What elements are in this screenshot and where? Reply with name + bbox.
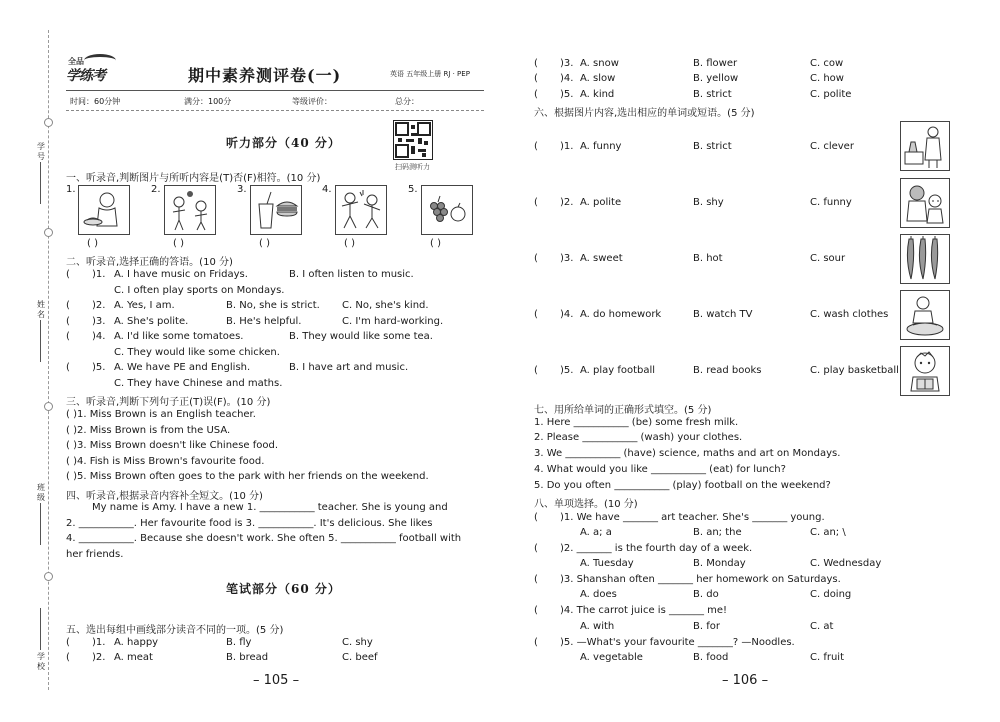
header-rule	[66, 90, 484, 91]
pic-num-3: 3.	[237, 184, 247, 195]
option-b: B. an; the	[693, 527, 742, 538]
fill-blank-line[interactable]: 4. What would you like ___________ (eat) for lunch?	[534, 464, 786, 475]
option-c: C. I often play sports on Mondays.	[114, 285, 285, 296]
option-c: C. beef	[342, 652, 378, 663]
question-number: )4.	[560, 73, 574, 84]
answer-paren[interactable]: (	[534, 309, 538, 320]
option-b: B. shy	[693, 197, 724, 208]
option-a: A. Tuesday	[580, 558, 634, 569]
answer-paren[interactable]: (	[534, 574, 538, 585]
option-a: A. We have PE and English.	[114, 362, 251, 373]
mcq-question: )3. Shanshan often _______ her homework on Saturdays.	[560, 574, 841, 585]
margin-write-line	[40, 162, 41, 204]
option-c: C. No, she's kind.	[342, 300, 429, 311]
scientist-icon	[900, 121, 950, 171]
boy-eating-icon	[78, 185, 130, 235]
question-number: )2.	[92, 300, 106, 311]
option-c: C. fruit	[810, 652, 845, 663]
mcq-question: )5. —What's your favourite _______? —Noodles.	[560, 637, 795, 648]
brand-logo: 全品 学练考	[66, 56, 118, 86]
kids-dancing-icon	[335, 185, 387, 235]
margin-write-line	[40, 503, 41, 545]
option-a: A. does	[580, 589, 617, 600]
score-label: 满分：100分	[184, 97, 232, 106]
punch-hole	[44, 118, 53, 127]
option-b: B. strict	[693, 141, 732, 152]
question-number: )3.	[92, 316, 106, 327]
tf-item[interactable]: ( )3. Miss Brown doesn't like Chinese food.	[66, 440, 279, 451]
option-b: B. He's helpful.	[226, 316, 302, 327]
pic-num-1: 1.	[66, 184, 76, 195]
part8-heading: 八、单项选择。(10 分)	[534, 499, 638, 510]
part4-heading: 四、听录音,根据录音内容补全短文。(10 分)	[66, 491, 263, 502]
shy-girl-icon	[900, 178, 950, 228]
binding-margin	[0, 0, 50, 722]
option-b: B. Monday	[693, 558, 746, 569]
option-c: C. cow	[810, 58, 844, 69]
fill-blank-line[interactable]: 5. Do you often ___________ (play) football on the weekend?	[534, 480, 831, 491]
margin-label-school: 学校	[37, 652, 45, 671]
option-b: B. fly	[226, 637, 252, 648]
fill-blank-line[interactable]: 1. Here ___________ (be) some fresh milk.	[534, 417, 739, 428]
option-a: A. sweet	[580, 253, 623, 264]
margin-label-class: 班级	[37, 483, 45, 502]
drink-and-burger-icon	[250, 185, 302, 235]
fill-blank-line[interactable]: 2. Please ___________ (wash) your clothes.	[534, 432, 743, 443]
option-a: A. do homework	[580, 309, 662, 320]
question-number: )1.	[92, 637, 106, 648]
answer-paren[interactable]: (	[534, 58, 538, 69]
passage-line[interactable]: 4. ___________. Because she doesn't work. She often 5. ___________ football with	[66, 533, 462, 544]
option-a: A. I'd like some tomatoes.	[114, 331, 244, 342]
answer-paren[interactable]: (	[66, 637, 70, 648]
option-b: B. for	[693, 621, 720, 632]
written-title: 笔试部分（60 分）	[226, 582, 341, 596]
pic-answer-box[interactable]: ( )	[430, 238, 441, 249]
option-a: A. She's polite.	[114, 316, 189, 327]
passage-line[interactable]: My name is Amy. I have a new 1. ___________ teacher. She is young and	[92, 502, 448, 513]
option-c: C. play basketball	[810, 365, 899, 376]
chili-peppers-icon	[900, 234, 950, 284]
answer-paren[interactable]: (	[66, 652, 70, 663]
option-a: A. with	[580, 621, 615, 632]
option-c: C. I'm hard-working.	[342, 316, 444, 327]
tf-item[interactable]: ( )5. Miss Brown often goes to the park with her friends on the weekend.	[66, 471, 429, 482]
punch-hole	[44, 402, 53, 411]
question-number: )5.	[560, 89, 574, 100]
option-b: B. hot	[693, 253, 723, 264]
mcq-question: )1. We have _______ art teacher. She's _______ young.	[560, 512, 825, 523]
option-b: B. bread	[226, 652, 269, 663]
answer-paren[interactable]: (	[534, 141, 538, 152]
passage-line[interactable]: 2. ___________. Her favourite food is 3. ___________. It's delicious. She likes	[66, 518, 433, 529]
option-b: B. watch TV	[693, 309, 753, 320]
book-meta: 英语 五年级上册 RJ · PEP	[390, 70, 470, 78]
tf-item[interactable]: ( )1. Miss Brown is an English teacher.	[66, 409, 256, 420]
option-c: C. They would like some chicken.	[114, 347, 280, 358]
option-c: C. doing	[810, 589, 852, 600]
qr-code-icon[interactable]	[393, 120, 433, 160]
question-number: )4.	[92, 331, 106, 342]
option-b: B. I often listen to music.	[289, 269, 414, 280]
reading-boy-icon	[900, 346, 950, 396]
answer-paren[interactable]: (	[66, 316, 70, 327]
option-c: C. sour	[810, 253, 846, 264]
option-a: A. vegetable	[580, 652, 643, 663]
option-c: C. polite	[810, 89, 852, 100]
option-c: C. at	[810, 621, 834, 632]
total-label: 总分：	[395, 97, 419, 106]
option-b: B. I have art and music.	[289, 362, 409, 373]
margin-write-line	[40, 320, 41, 362]
option-c: C. funny	[810, 197, 852, 208]
grade-label: 等级评价：	[292, 97, 332, 106]
answer-paren[interactable]: (	[534, 543, 538, 554]
pic-num-4: 4.	[322, 184, 332, 195]
listening-title: 听力部分（40 分）	[226, 136, 341, 150]
cut-line	[48, 30, 49, 690]
answer-paren[interactable]: (	[534, 197, 538, 208]
part6-heading: 六、根据图片内容,选出相应的单词或短语。(5 分)	[534, 108, 755, 119]
margin-write-line	[40, 608, 41, 650]
punch-hole	[44, 572, 53, 581]
option-c: C. how	[810, 73, 844, 84]
question-number: )3.	[560, 58, 574, 69]
margin-label-name: 姓名	[37, 300, 45, 319]
option-a: A. polite	[580, 197, 622, 208]
question-number: )2.	[92, 652, 106, 663]
option-a: A. play football	[580, 365, 656, 376]
answer-paren[interactable]: (	[534, 73, 538, 84]
option-b: B. strict	[693, 89, 732, 100]
part5-heading: 五、选出每组中画线部分读音不同的一项。(5 分)	[66, 625, 284, 636]
option-a: A. meat	[114, 652, 153, 663]
kids-playing-icon	[164, 185, 216, 235]
answer-paren[interactable]: (	[534, 365, 538, 376]
question-number: )1.	[92, 269, 106, 280]
right-page	[500, 0, 1000, 722]
washing-clothes-icon	[900, 290, 950, 340]
pic-answer-box[interactable]: ( )	[87, 238, 98, 249]
passage-line: her friends.	[66, 549, 124, 560]
punch-hole	[44, 228, 53, 237]
option-b: B. do	[693, 589, 719, 600]
qr-caption: 扫码测听力	[395, 163, 430, 171]
answer-paren[interactable]: (	[534, 89, 538, 100]
part1-heading: 一、听录音,判断图片与所听内容是(T)否(F)相符。(10 分)	[66, 173, 321, 184]
page-number-left: – 105 –	[253, 673, 300, 688]
option-a: A. happy	[114, 637, 159, 648]
answer-paren[interactable]: (	[66, 300, 70, 311]
option-b: B. No, she is strict.	[226, 300, 320, 311]
part7-heading: 七、用所给单词的正确形式填空。(5 分)	[534, 405, 712, 416]
answer-paren[interactable]: (	[66, 269, 70, 280]
pic-num-2: 2.	[151, 184, 161, 195]
question-number: )3.	[560, 253, 574, 264]
grapes-and-fruit-icon	[421, 185, 473, 235]
option-a: A. funny	[580, 141, 622, 152]
option-c: C. an; \	[810, 527, 846, 538]
option-b: B. read books	[693, 365, 762, 376]
answer-paren[interactable]: (	[66, 331, 70, 342]
mcq-question: )4. The carrot juice is _______ me!	[560, 605, 728, 616]
answer-paren[interactable]: (	[534, 605, 538, 616]
option-c: C. clever	[810, 141, 854, 152]
fill-blank-line[interactable]: 3. We ___________ (have) science, maths and art on Mondays.	[534, 448, 841, 459]
option-c: C. wash clothes	[810, 309, 889, 320]
answer-paren[interactable]: (	[534, 637, 538, 648]
option-b: B. food	[693, 652, 729, 663]
question-number: )4.	[560, 309, 574, 320]
answer-paren[interactable]: (	[534, 253, 538, 264]
option-b: B. flower	[693, 58, 738, 69]
option-c: C. Wednesday	[810, 558, 882, 569]
option-a: A. kind	[580, 89, 615, 100]
option-b: B. yellow	[693, 73, 739, 84]
option-a: A. slow	[580, 73, 616, 84]
margin-label-number: 学号	[37, 142, 45, 161]
part2-heading: 二、听录音,选择正确的答语。(10 分)	[66, 257, 233, 268]
page-number-right: – 106 –	[722, 673, 769, 688]
question-number: )5.	[560, 365, 574, 376]
option-a: A. a; a	[580, 527, 612, 538]
mcq-question: )2. _______ is the fourth day of a week.	[560, 543, 753, 554]
answer-paren[interactable]: (	[534, 512, 538, 523]
time-label: 时间：60分钟	[70, 97, 121, 106]
pic-answer-box[interactable]: ( )	[259, 238, 270, 249]
pic-num-5: 5.	[408, 184, 418, 195]
question-number: )2.	[560, 197, 574, 208]
tf-item[interactable]: ( )4. Fish is Miss Brown's favourite food.	[66, 456, 265, 467]
tf-item[interactable]: ( )2. Miss Brown is from the USA.	[66, 425, 231, 436]
pic-answer-box[interactable]: ( )	[173, 238, 184, 249]
option-b: B. They would like some tea.	[289, 331, 433, 342]
pic-answer-box[interactable]: ( )	[344, 238, 355, 249]
option-c: C. shy	[342, 637, 373, 648]
part3-heading: 三、听录音,判断下列句子正(T)误(F)。(10 分)	[66, 397, 271, 408]
page-title: 期中素养测评卷(一)	[188, 66, 342, 85]
question-number: )1.	[560, 141, 574, 152]
header-dash-rule	[66, 110, 484, 111]
question-number: )5.	[92, 362, 106, 373]
option-a: A. I have music on Fridays.	[114, 269, 248, 280]
option-c: C. They have Chinese and maths.	[114, 378, 283, 389]
answer-paren[interactable]: (	[66, 362, 70, 373]
option-a: A. Yes, I am.	[114, 300, 175, 311]
option-a: A. snow	[580, 58, 619, 69]
